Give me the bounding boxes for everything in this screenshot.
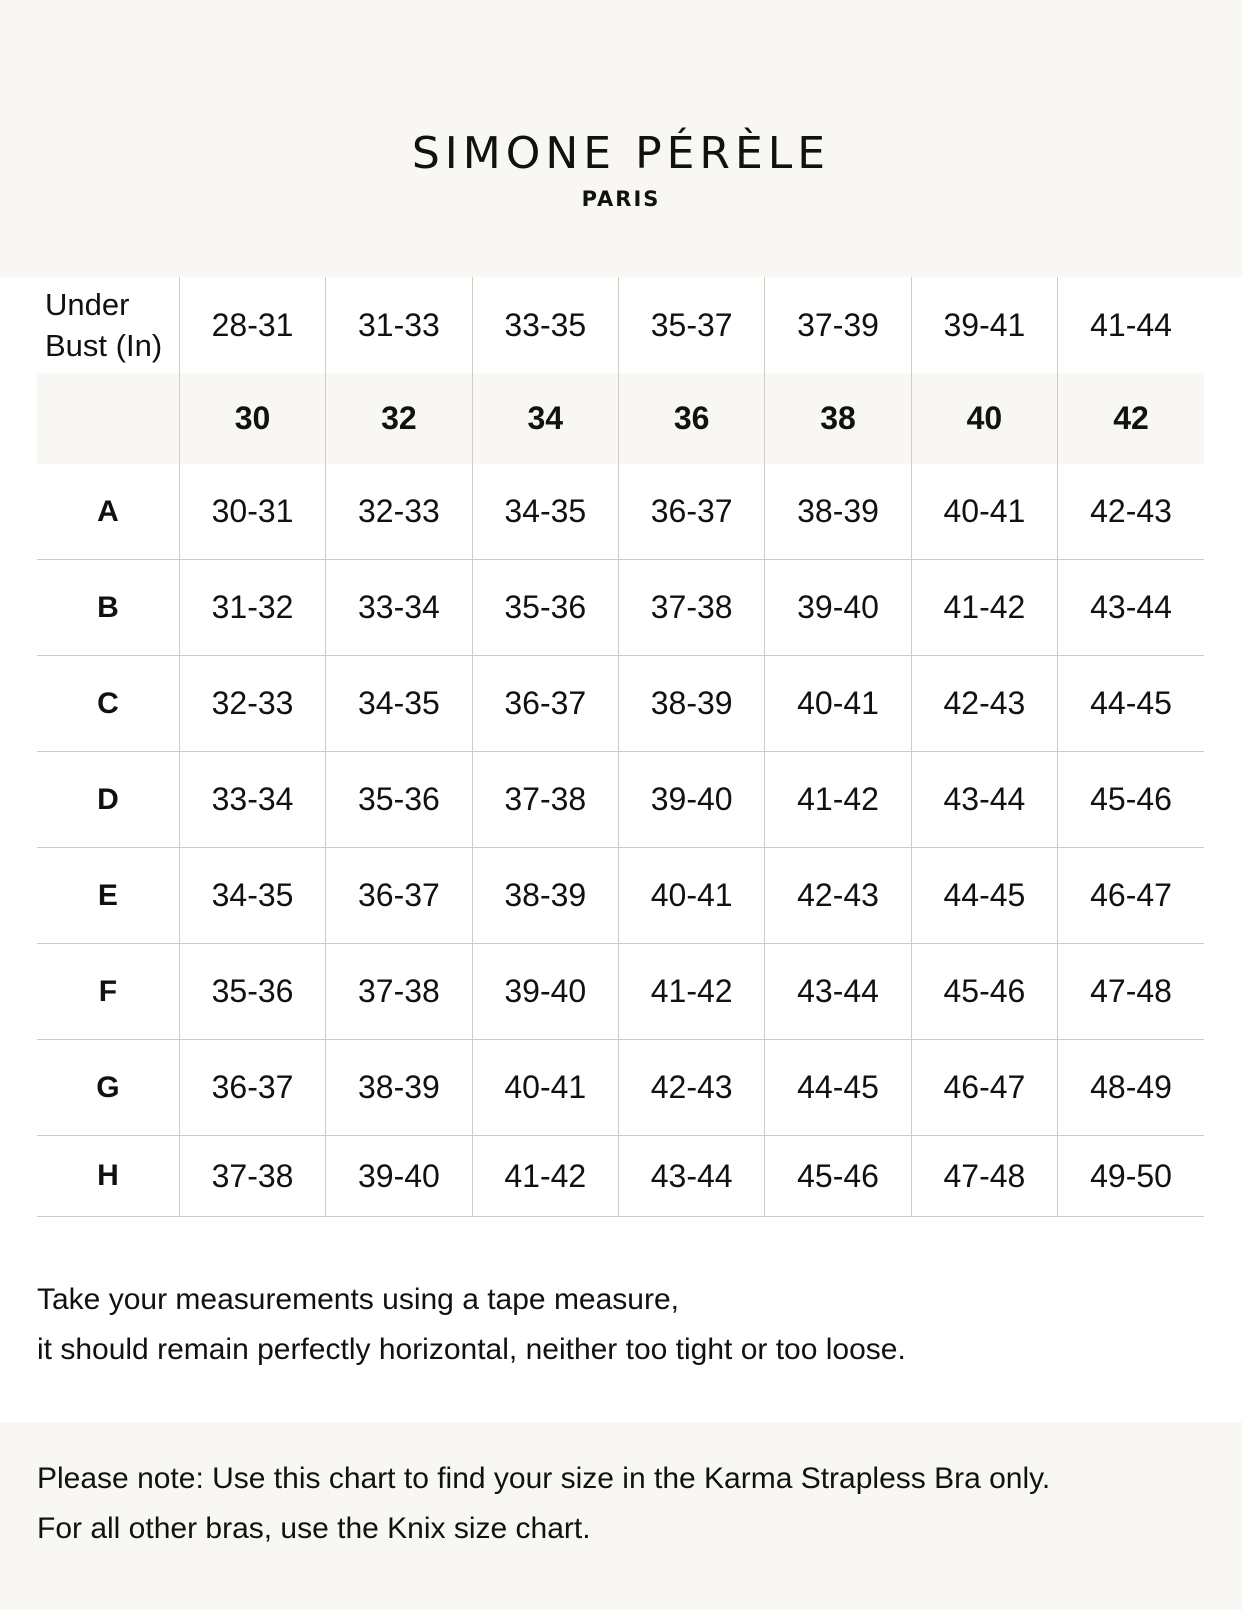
band-size-cell: 38 — [765, 373, 911, 464]
bust-range-cell: 37-38 — [618, 560, 764, 656]
brand-subtitle: PARIS — [581, 187, 661, 211]
band-size-cell: 42 — [1058, 373, 1204, 464]
bust-range-cell: 44-45 — [1058, 656, 1204, 752]
under-bust-cell: 37-39 — [765, 277, 911, 373]
cup-row — [37, 848, 1204, 944]
cup-row — [37, 944, 1204, 1040]
cup-label: H — [37, 1136, 179, 1217]
bust-range-cell: 36-37 — [618, 464, 764, 560]
under-bust-label: Under Bust (In) — [37, 277, 179, 373]
bust-range-cell: 48-49 — [1058, 1040, 1204, 1136]
bust-range-cell: 36-37 — [179, 1040, 325, 1136]
bust-range-cell: 37-38 — [179, 1136, 325, 1217]
bust-range-cell: 39-40 — [765, 560, 911, 656]
cup-label: E — [37, 848, 179, 944]
bust-range-cell: 37-38 — [326, 944, 472, 1040]
bust-range-cell: 41-42 — [472, 1136, 618, 1217]
bust-range-cell: 42-43 — [618, 1040, 764, 1136]
bust-range-cell: 39-40 — [618, 752, 764, 848]
bust-range-cell: 35-36 — [472, 560, 618, 656]
bust-range-cell: 40-41 — [618, 848, 764, 944]
cup-row — [37, 560, 1204, 656]
bust-range-cell: 32-33 — [326, 464, 472, 560]
band-size-label — [37, 373, 179, 464]
cup-label: C — [37, 656, 179, 752]
bust-range-cell: 41-42 — [618, 944, 764, 1040]
footer-note-line: Please note: Use this chart to find your size in the Karma Strapless Bra only. — [37, 1462, 1051, 1495]
bust-range-cell: 31-32 — [179, 560, 325, 656]
instructions-line: Take your measurements using a tape measure, — [37, 1283, 679, 1316]
cup-row — [37, 752, 1204, 848]
cup-row — [37, 1136, 1204, 1217]
under-bust-cell: 33-35 — [472, 277, 618, 373]
header — [0, 0, 1242, 277]
cup-row — [37, 1040, 1204, 1136]
bust-range-cell: 37-38 — [472, 752, 618, 848]
bust-range-cell: 44-45 — [765, 1040, 911, 1136]
bust-range-cell: 47-48 — [1058, 944, 1204, 1040]
under-bust-cell: 28-31 — [179, 277, 325, 373]
bust-range-cell: 40-41 — [911, 464, 1057, 560]
band-size-cell: 40 — [911, 373, 1057, 464]
band-size-cell: 32 — [326, 373, 472, 464]
band-size-cell: 36 — [618, 373, 764, 464]
band-size-cell: 34 — [472, 373, 618, 464]
band-size-cell: 30 — [179, 373, 325, 464]
footer-note — [37, 1454, 1217, 1554]
cup-row — [37, 464, 1204, 560]
cup-label: D — [37, 752, 179, 848]
brand-logo: SIMONE PÉRÈLE — [411, 128, 831, 179]
under-bust-cell: 41-44 — [1090, 306, 1172, 343]
bust-range-cell: 44-45 — [911, 848, 1057, 944]
bust-range-cell: 34-35 — [472, 464, 618, 560]
measurement-instructions — [37, 1275, 1197, 1375]
bust-range-cell: 41-42 — [765, 752, 911, 848]
bust-range-cell: 35-36 — [179, 944, 325, 1040]
bust-range-cell: 45-46 — [911, 944, 1057, 1040]
bust-range-cell: 34-35 — [179, 848, 325, 944]
bust-range-cell: 47-48 — [911, 1136, 1057, 1217]
bust-range-cell: 38-39 — [326, 1040, 472, 1136]
bust-range-cell: 38-39 — [765, 464, 911, 560]
under-bust-row — [37, 277, 1204, 373]
bust-range-cell: 43-44 — [1058, 560, 1204, 656]
bust-range-cell: 43-44 — [911, 752, 1057, 848]
band-size-row — [37, 373, 1204, 464]
footer-note-line: For all other bras, use the Knix size chart. — [37, 1512, 591, 1545]
under-bust-cell: 39-41 — [911, 277, 1057, 373]
bust-range-cell: 45-46 — [1058, 752, 1204, 848]
bust-range-cell: 33-34 — [179, 752, 325, 848]
bust-range-cell: 43-44 — [765, 944, 911, 1040]
bust-range-cell: 38-39 — [618, 656, 764, 752]
cup-label: F — [37, 944, 179, 1040]
bust-range-cell: 42-43 — [911, 656, 1057, 752]
bust-range-cell: 40-41 — [472, 1040, 618, 1136]
bust-range-cell: 39-40 — [472, 944, 618, 1040]
bust-range-cell: 41-42 — [911, 560, 1057, 656]
bust-range-cell: 38-39 — [472, 848, 618, 944]
bust-range-cell: 35-36 — [326, 752, 472, 848]
cup-label: A — [37, 464, 179, 560]
cup-label: B — [37, 560, 179, 656]
bust-range-cell: 39-40 — [326, 1136, 472, 1217]
bust-range-cell: 45-46 — [765, 1136, 911, 1217]
bust-range-cell: 40-41 — [765, 656, 911, 752]
bust-range-cell: 36-37 — [326, 848, 472, 944]
bust-range-cell: 46-47 — [911, 1040, 1057, 1136]
bust-range-cell: 32-33 — [179, 656, 325, 752]
bust-range-cell: 49-50 — [1058, 1136, 1204, 1217]
bust-range-cell: 42-43 — [1058, 464, 1204, 560]
bust-range-cell: 33-34 — [326, 560, 472, 656]
under-bust-cell: 31-33 — [326, 277, 472, 373]
bust-range-cell: 36-37 — [472, 656, 618, 752]
bust-range-cell: 43-44 — [618, 1136, 764, 1217]
bust-range-cell: 46-47 — [1058, 848, 1204, 944]
cup-label: G — [37, 1040, 179, 1136]
bust-range-cell: 34-35 — [326, 656, 472, 752]
cup-row — [37, 656, 1204, 752]
instructions-line: it should remain perfectly horizontal, neither too tight or too loose. — [37, 1333, 906, 1366]
bust-range-cell: 30-31 — [179, 464, 325, 560]
under-bust-cell: 35-37 — [618, 277, 764, 373]
bust-range-cell: 42-43 — [765, 848, 911, 944]
size-chart-table — [37, 277, 1204, 1217]
